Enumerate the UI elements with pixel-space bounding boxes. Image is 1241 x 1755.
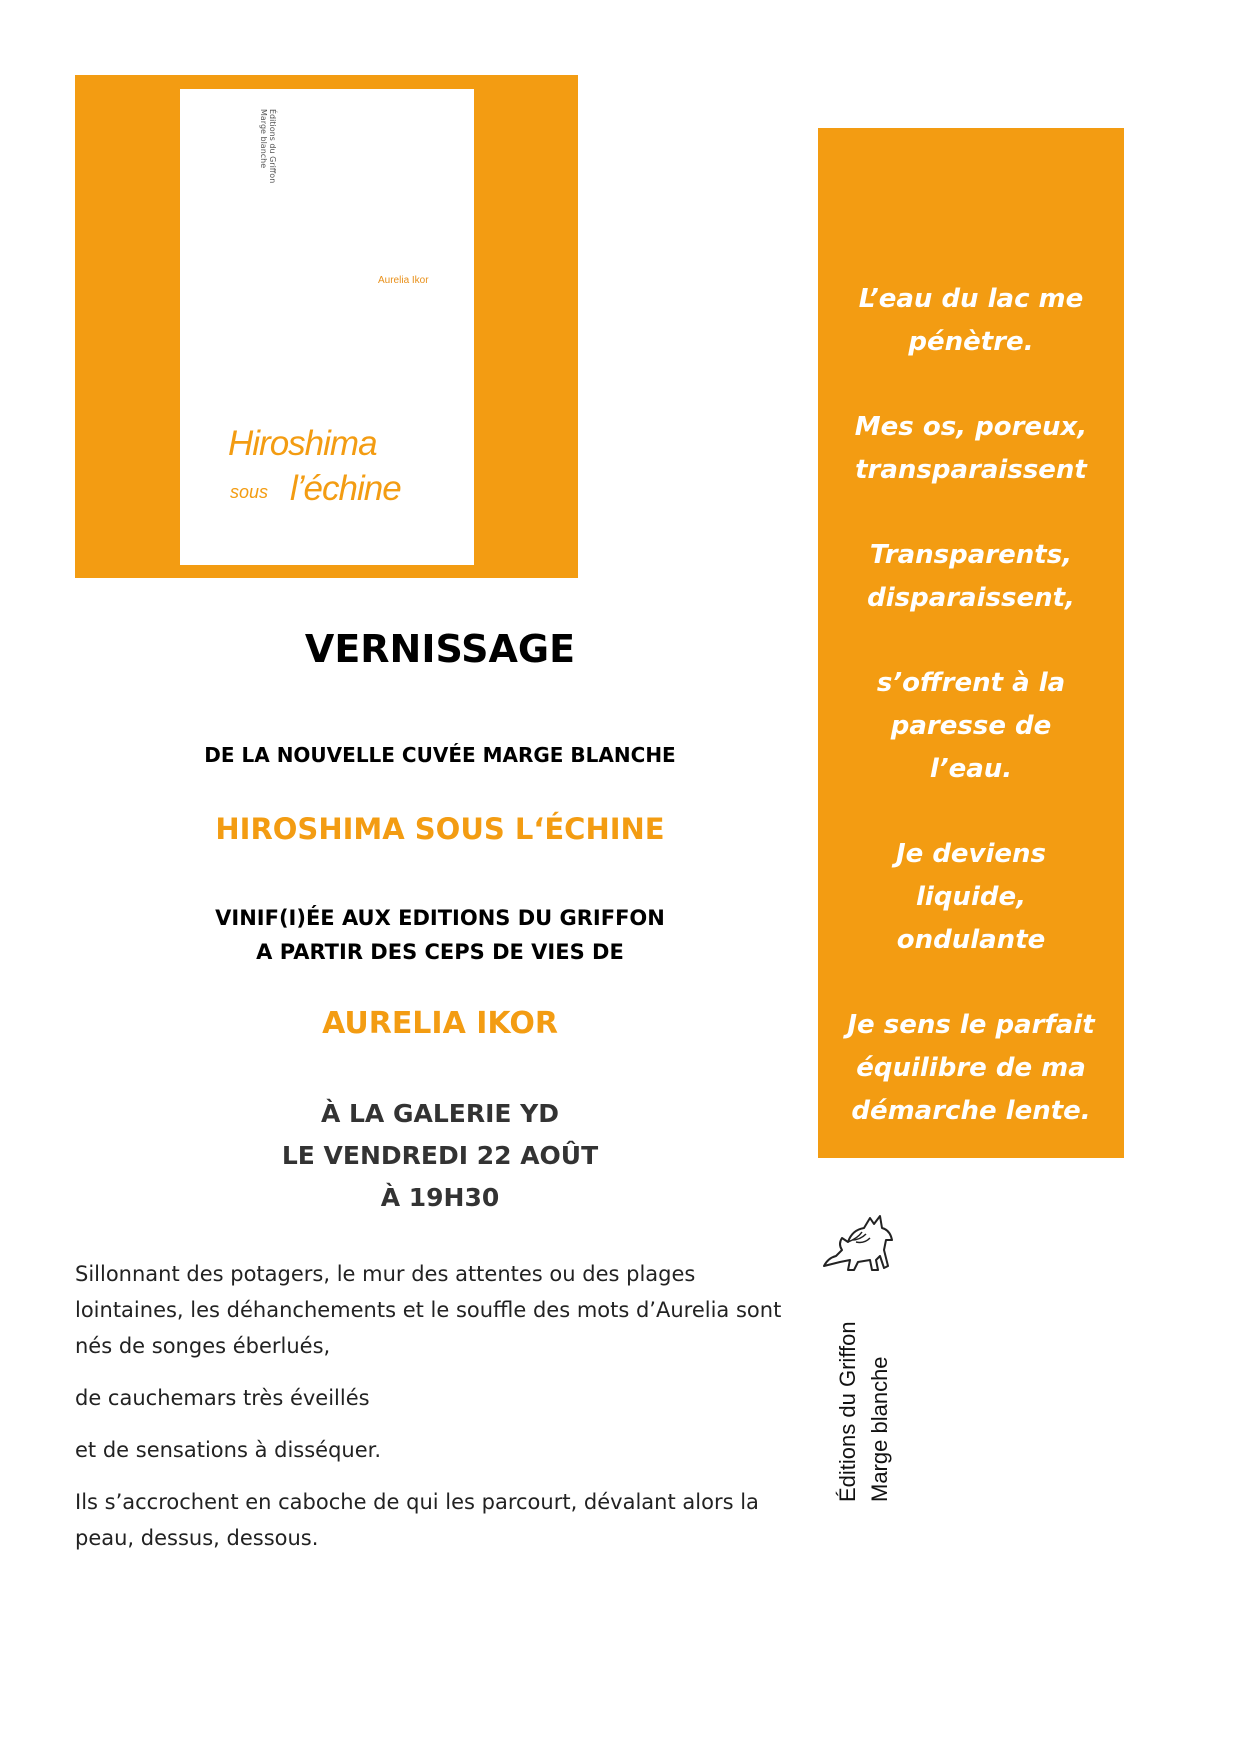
griffin-icon xyxy=(818,1210,898,1286)
poem-panel xyxy=(818,128,1124,1158)
poem-line: équilibre de ma xyxy=(856,1053,1086,1083)
poem-line: paresse de xyxy=(890,711,1052,741)
poem-stanza xyxy=(818,1004,1124,1133)
logo-line1: Éditions du Griffon xyxy=(835,1321,860,1502)
logo-line2: Marge blanche xyxy=(867,1356,892,1502)
poem-line: s’offrent à la xyxy=(876,668,1066,698)
author-name: AURELIA IKOR xyxy=(322,1006,558,1041)
poem-line: L’eau du lac me xyxy=(858,284,1084,314)
poem-line: l’eau. xyxy=(929,754,1013,784)
book-title: HIROSHIMA SOUS L‘ÉCHINE xyxy=(215,812,665,846)
publisher-line xyxy=(75,901,805,969)
event-heading: VERNISSAGE xyxy=(304,627,576,671)
poem-line: Mes os, poreux, xyxy=(854,412,1088,442)
poem-line: liquide, xyxy=(916,882,1026,912)
poem-stanza xyxy=(818,662,1124,791)
publisher-line-1: VINIF(I)ÉE AUX EDITIONS DU GRIFFON xyxy=(215,906,665,930)
event-subtitle: DE LA NOUVELLE CUVÉE MARGE BLANCHE xyxy=(204,743,676,767)
venue-info xyxy=(75,1093,805,1219)
cover-title-line1: Hiroshima xyxy=(228,424,377,463)
poem-line: pénètre. xyxy=(908,327,1034,357)
poem-line: démarche lente. xyxy=(851,1096,1091,1126)
poem-stanza xyxy=(818,833,1124,962)
cover-page xyxy=(180,89,474,565)
venue-time: À 19H30 xyxy=(380,1183,500,1212)
cover-brand-side-line2: Marge blanche xyxy=(618,87,637,200)
description-paragraph: de cauchemars très éveillés xyxy=(75,1386,370,1410)
book-cover xyxy=(75,75,661,578)
poem-line: ondulante xyxy=(896,925,1046,955)
description-text xyxy=(75,1256,805,1572)
cover-brand-small-line2: Marge blanche xyxy=(259,109,268,169)
poem-stanza xyxy=(818,406,1124,492)
cover-brand-small-line1: Éditions du Griffon xyxy=(268,109,277,184)
poem-line: disparaissent, xyxy=(867,583,1075,613)
description-paragraph: Sillonnant des potagers, le mur des attentes ou des plages lointaines, les déhanchements et le souffle des mots d’Aurelia sont nés de songes éberlués, xyxy=(75,1262,782,1358)
poem-line: Je sens le parfait xyxy=(847,1010,1095,1040)
poem-stanza xyxy=(818,278,1124,364)
cover-title-sous: sous xyxy=(230,482,269,502)
cover-author: Aurelia Ikor xyxy=(378,275,429,286)
venue-location: À LA GALERIE YD xyxy=(320,1099,560,1128)
poem-line: Je deviens xyxy=(895,839,1047,869)
cover-brand-small xyxy=(259,109,277,183)
publisher-line-2: A PARTIR DES CEPS DE VIES DE xyxy=(256,940,624,964)
poem-line: Transparents, xyxy=(869,540,1073,570)
poem xyxy=(818,278,1124,1175)
cover-brand-side-line1: Éditions du Griffon xyxy=(642,87,661,227)
description-paragraph: Ils s’accrochent en caboche de qui les parcourt, dévalant alors la peau, dessus, dessous. xyxy=(75,1490,759,1550)
poem-line: transparaissent xyxy=(855,455,1087,485)
description-paragraph: et de sensations à disséquer. xyxy=(75,1438,382,1462)
cover-brand-side xyxy=(615,87,663,227)
venue-date: LE VENDREDI 22 AOÛT xyxy=(281,1141,599,1170)
poem-stanza xyxy=(818,534,1124,620)
cover-title-echine: l’échine xyxy=(290,469,401,508)
